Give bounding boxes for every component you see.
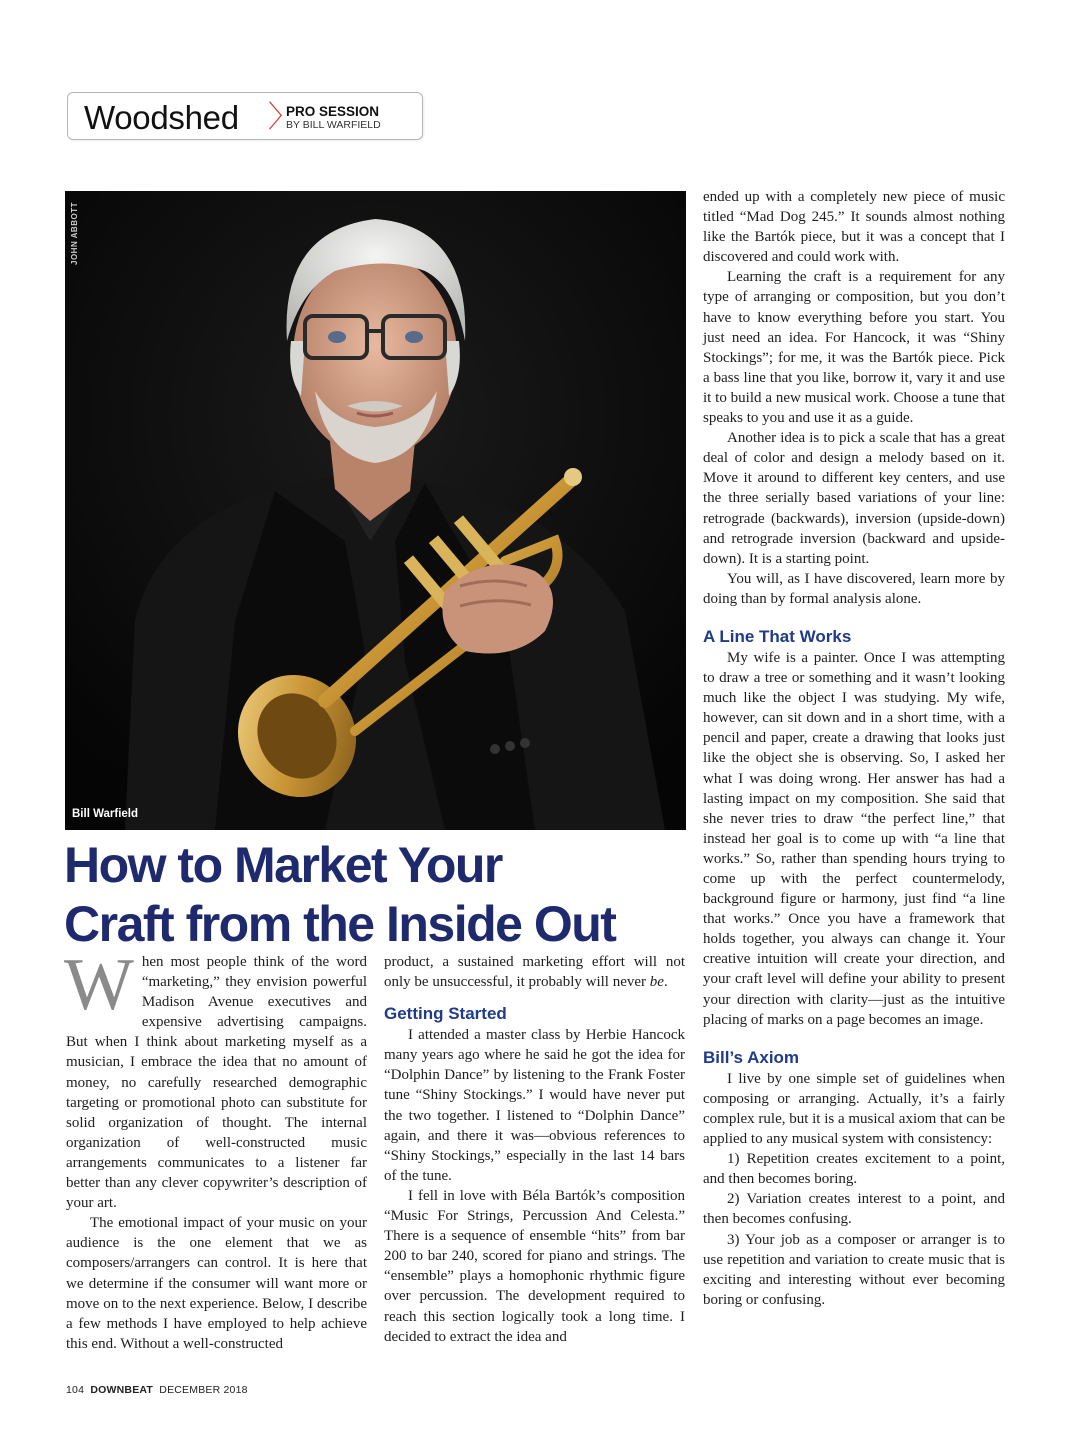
section-byline: BY BILL WARFIELD [286,119,381,131]
section-name: Woodshed [84,99,239,136]
magazine-name: DOWNBEAT [90,1384,154,1396]
paragraph: I live by one simple set of guidelines when composing or arranging. Actually, it’s a fairly complex rule, but it is a musical axiom that can be applied to any musical system with consistency: [703,1070,1005,1148]
paragraph-text: product, a sustained marketing effort will not only be unsuccessful, it probably will never [384,954,685,991]
paragraph: 2) Variation creates interest to a point, and then becomes confusing. [703,1191,1005,1228]
subheading-a-line-that-works: A Line That Works [703,626,852,646]
portrait-illustration [65,191,686,830]
page-number: 104 [66,1384,85,1396]
section-label: PRO SESSION [286,104,380,119]
paragraph: My wife is a painter. Once I was attempting to draw a tree or something and it wasn’t looking much like the object I was studying. My wife, however, can sit down and in a short time, with a pencil and paper, create a drawing that looks just like the object she is observing. So, I asked her what I was doing wrong. Her answer has had a lasting impact on my composition. She said that she never tries to draw “the perfect line,” that instead her goal is to come up with “a line that works.” So, rather than spending hours trying to come up with the perfect countermelody, background figure or harmony, just find “a line that works.” Once you have a framework that holds together, you always can change it. Your creative intuition will create your direction, and your craft level will define your ability to present your direction with clarity—just as the intuitive placing of marks on a page becomes an image. [703,649,1005,1028]
subheading-bills-axiom: Bill’s Axiom [703,1047,800,1067]
paragraph: 3) Your job as a composer or arranger is to use repetition and variation to create music that is exciting and interesting without ever becoming boring or confusing. [703,1231,1005,1308]
portrait-photo [65,191,686,830]
paragraph-text: hen most people think of the word “marketing,” they envision powerful Madison Avenue executives and expensive advertising campaigns. But when I think about marketing myself as a musician, I embrace the idea that no amount of money, no carefully researched demographic targeting or promotional photo can substitute for solid organization of thought. The internal organization of well-constructed music arrangements communicates to a listener far better than any clever copywriter’s description of your art. [66,954,367,1212]
article-column-3 [703,187,1005,1310]
section-chevron: 〉 [268,101,298,134]
page-footer [66,1384,248,1396]
headline-line-1: How to Market Your [64,837,502,893]
photo-credit: JOHN ABBOTT [70,202,79,265]
emphasis: be [649,974,664,991]
paragraph: You will, as I have discovered, learn more by doing than by formal analysis alone. [703,570,1005,607]
paragraph [384,952,685,992]
paragraph: Learning the craft is a requirement for any type of arranging or composition, but you don’t have to know everything before you start. You just need an idea. For Hancock, it was “Shiny Stockings”; for me, it was the Bartók piece. Pick a bass line that you like, borrow it, vary it and use it to build a new musical work. Choose a tune that speaks to you and use it as a guide. [703,269,1005,427]
paragraph: The emotional impact of your music on your audience is the one element that we as composers/arrangers can control. It is here that we determine if the consumer will want more or move on to the next experience. Below, I describe a few methods I have employed to help achieve this end. Without a well-constructed [66,1215,367,1352]
drop-cap: W [64,944,134,1026]
article-column-2 [384,952,685,1347]
paragraph [64,944,367,1213]
article-column-1 [64,944,367,1354]
headline-line-2: Craft from the Inside Out [64,896,616,952]
paragraph: ended up with a completely new piece of music titled “Mad Dog 245.” It sounds almost nothing like the Bartók piece, but it was a concept that I discovered and could work with. [703,189,1005,266]
paragraph-text: . [663,974,668,991]
paragraph: I fell in love with Béla Bartók’s composition “Music For Strings, Percussion And Celesta.” There is a sequence of ensemble “hits” from bar 200 to bar 240, scored for piano and strings. The “ensemble” plays a homophonic rhythmic figure over percussion. The development required to reach this section logically took a long time. I decided to extract the idea and [384,1187,685,1345]
paragraph: 1) Repetition creates excitement to a point, and then becomes boring. [703,1151,1005,1188]
paragraph: I attended a master class by Herbie Hancock many years ago where he said he got the idea for “Dolphin Dance” by listening to the Frank Foster tune “Shiny Stockings.” I would have never put the two together. I listened to “Dolphin Dance” again, and there it was—obvious references to “Shiny Stockings,” especially in the last 14 bars of the tune. [384,1027,685,1184]
paragraph: Another idea is to pick a scale that has a great deal of color and design a melody based on it. Move it around to different key centers, and use the three serially based variations of your line: retrograde (backwards), inversion (upside-down) and retrograde inversion (backward and upside-down). It is a starting point. [703,430,1005,567]
subheading-getting-started: Getting Started [384,1004,507,1024]
photo-caption: Bill Warfield [72,808,139,820]
issue-date: DECEMBER 2018 [159,1384,248,1396]
